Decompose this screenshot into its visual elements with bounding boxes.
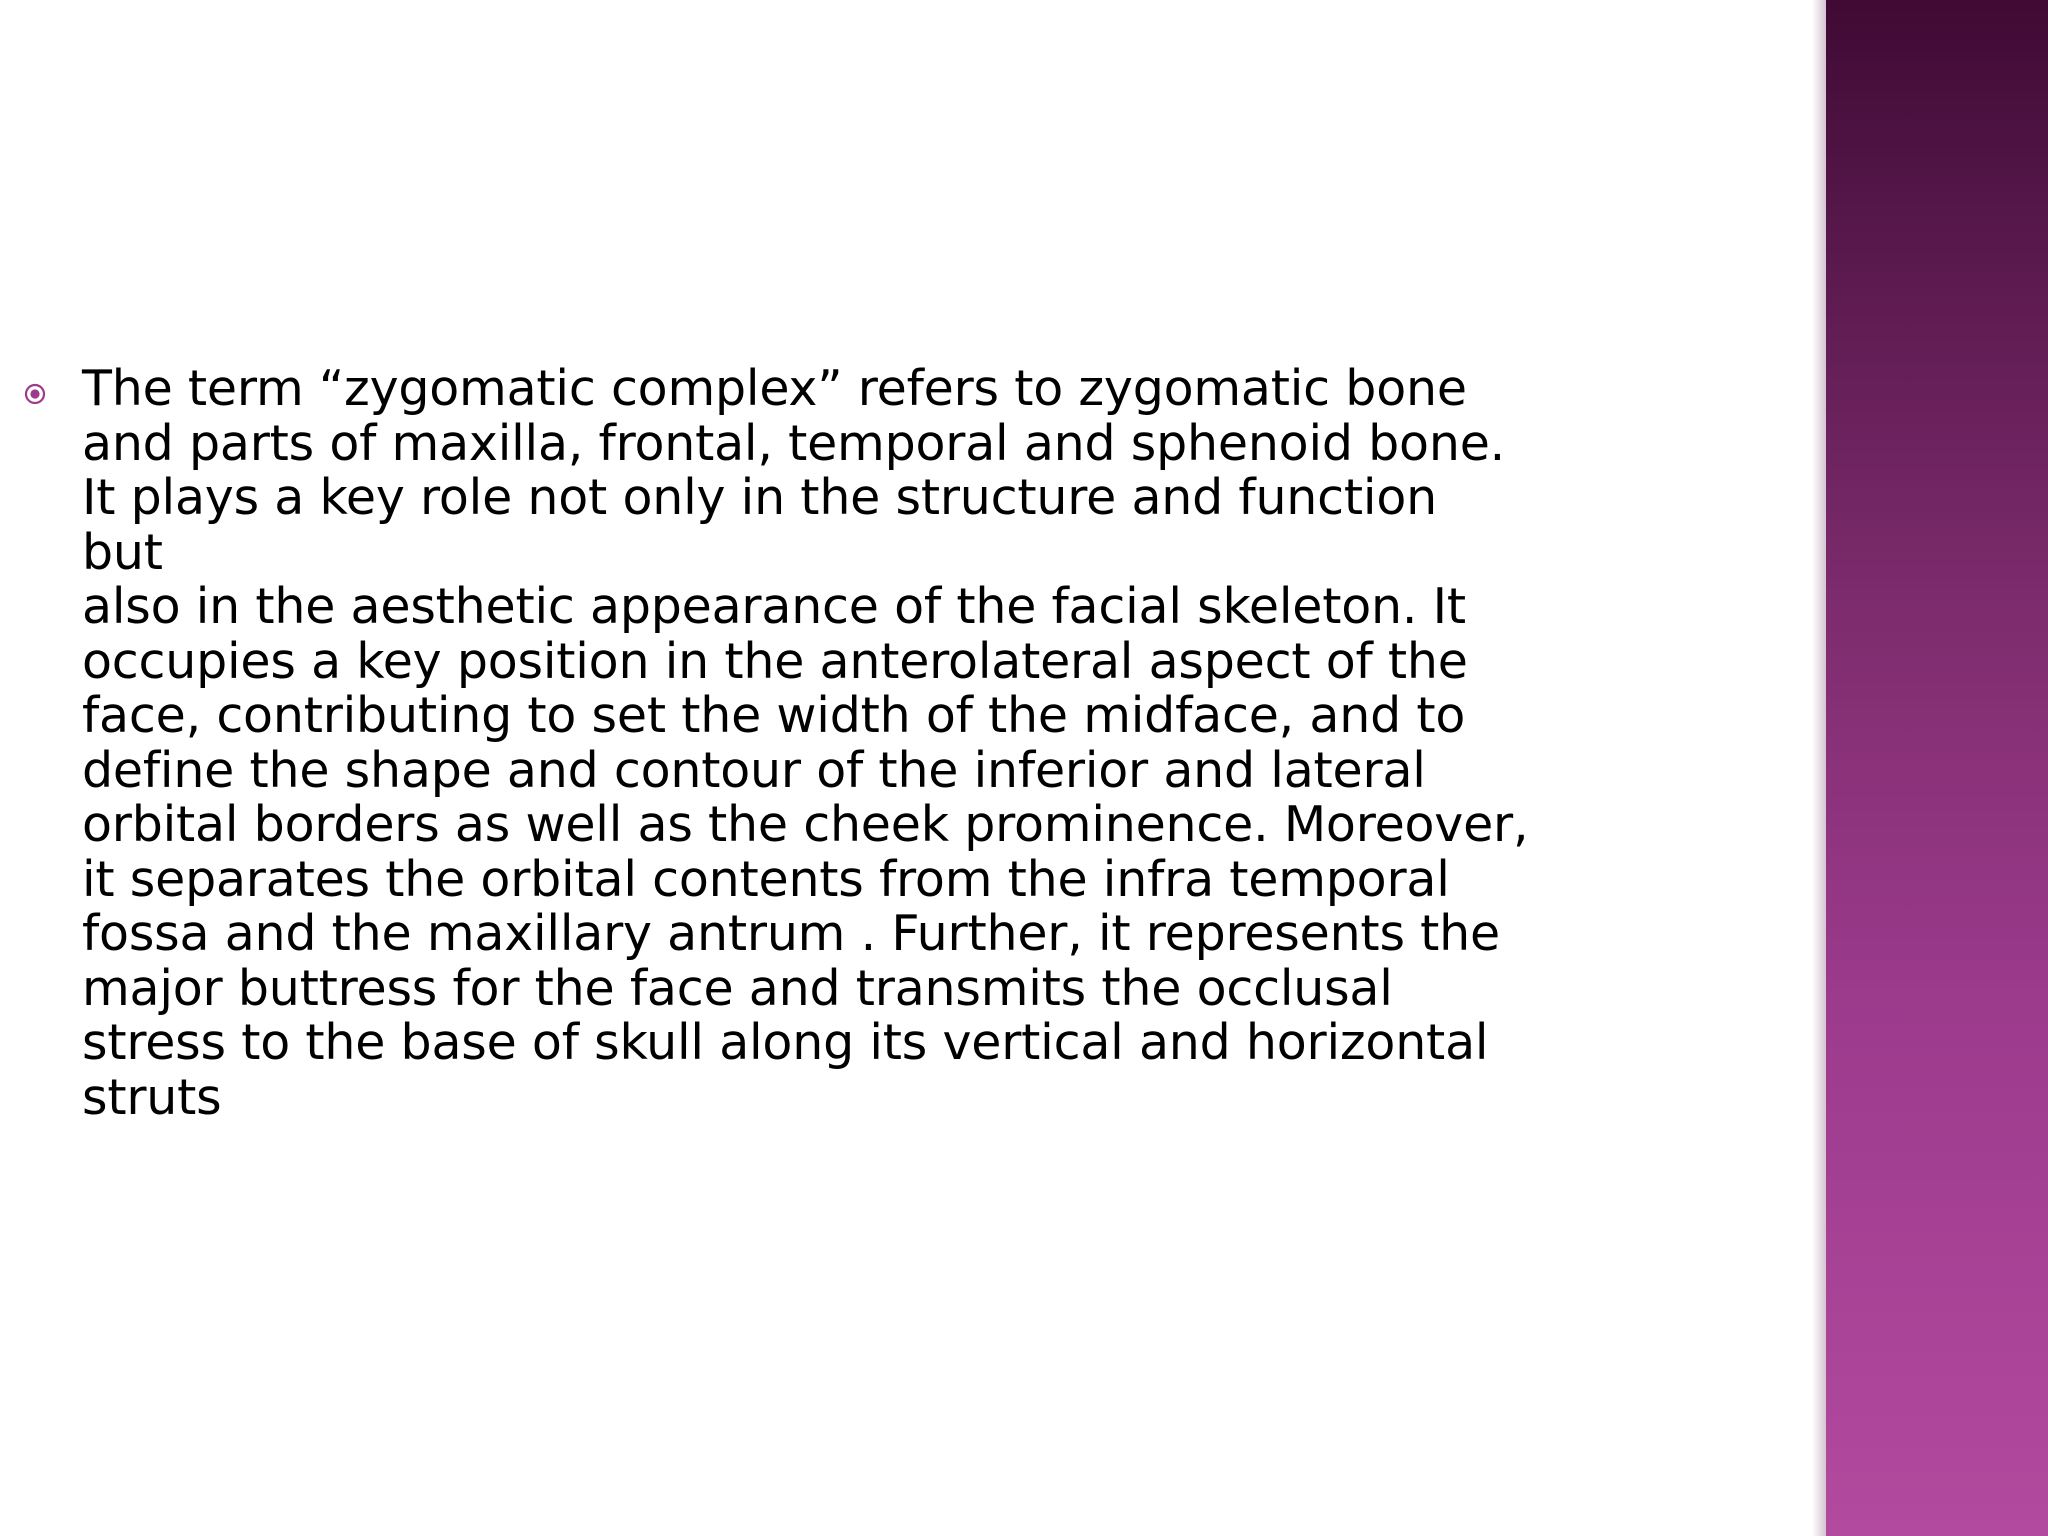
slide-content	[24, 362, 1624, 1125]
circled-dot-icon	[24, 383, 46, 405]
decorative-side-band	[1826, 0, 2048, 1536]
side-band-shadow	[1812, 0, 1826, 1536]
bullet-text: The term “zygomatic complex” refers to zygomatic bone and parts of maxilla, frontal, temporal and sphenoid bone. It plays a key role not only in the structure and function but also in the aesthetic appearance of the facial skeleton. It occupies a key position in the anterolateral aspect of the face, contributing to set the width of the midface, and to define the shape and contour of the inferior and lateral orbital borders as well as the cheek prominence. Moreover, it separates the orbital contents from the infra temporal fossa and the maxillary antrum . Further, it represents the major buttress for the face and transmits the occlusal stress to the base of skull along its vertical and horizontal struts	[82, 360, 1529, 1126]
bullet-item	[24, 362, 1624, 1125]
